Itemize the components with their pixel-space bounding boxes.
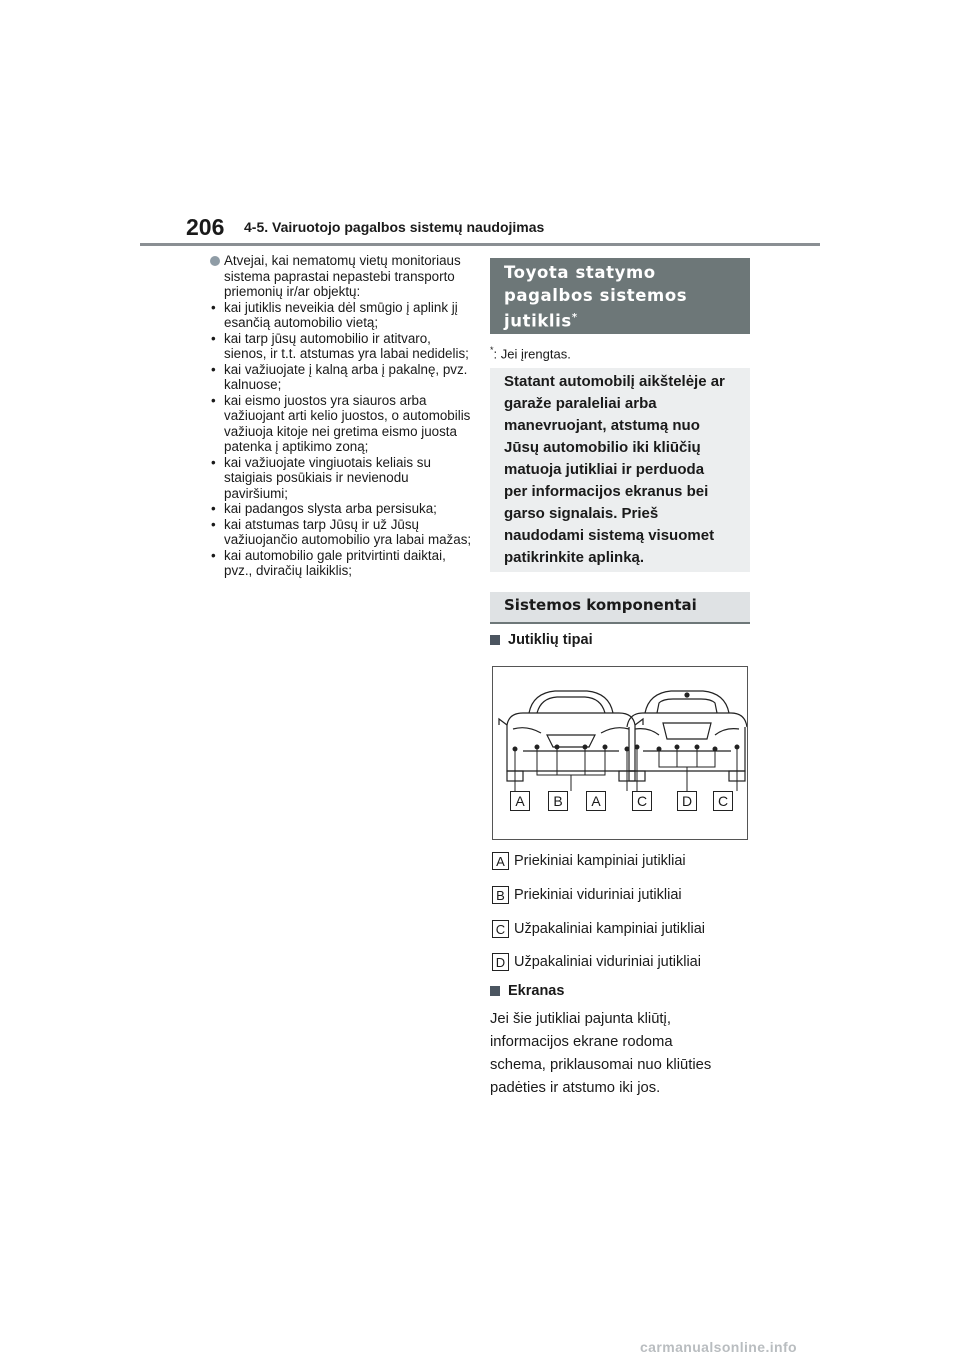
display-line: schema, priklausomai nuo kliūties (490, 1057, 712, 1073)
display-line: informacijos ekrane rodoma (490, 1034, 673, 1050)
intro-line: patikrinkite aplinką. (504, 549, 645, 566)
header-rule (140, 243, 820, 246)
rear-sensor-leaders (635, 745, 739, 791)
square-bullet-icon (490, 635, 500, 645)
display-label: Ekranas (508, 983, 565, 999)
list-item: • kai tarp jūsų automobilio ir atitvaro, sienos, ir t.t. atstumas yra labai nedidelis; (210, 331, 472, 362)
figure-label-c: C (713, 791, 733, 811)
intro-line: manevruojant, atstumą nuo (504, 417, 700, 434)
title-line: Toyota statymo (504, 263, 656, 282)
left-column (210, 253, 472, 579)
legend-text: Priekiniai kampiniai jutikliai (514, 853, 686, 869)
legend-item-a (492, 852, 686, 870)
lead-text: Atvejai, kai nematomų vietų monitoriaus sistema paprastai nepastebi transporto priemonių ir/ar objektų: (224, 253, 461, 299)
components-heading: Sistemos komponentai (490, 592, 750, 624)
intro-line: garso signalais. Prieš (504, 505, 659, 522)
title-line: pagalbos sistemos (504, 285, 688, 305)
legend-key: A (492, 852, 509, 870)
lead-paragraph (210, 253, 472, 300)
list-item: • kai atstumas tarp Jūsų ir už Jūsų važiuojančio automobilio yra labai mažas; (210, 517, 472, 548)
bullet-dot-icon (210, 256, 220, 266)
condition-list (210, 300, 472, 579)
display-line: Jei šie jutikliai pajunta kliūtį, (490, 1011, 671, 1027)
figure-label-c: C (632, 791, 652, 811)
list-item: • kai važiuojate į kalną arba į pakalnę, pvz. kalnuose; (210, 362, 472, 393)
intro-line: matuoja jutikliai ir perduoda (504, 461, 705, 478)
footnote-text: : Jei įrengtas. (493, 346, 571, 362)
legend-key: B (492, 886, 509, 904)
sensor-types-label: Jutiklių tipai (508, 632, 593, 648)
display-paragraph (490, 1008, 750, 1100)
legend-key: D (492, 953, 509, 971)
front-car-drawing (499, 691, 643, 781)
legend-item-b (492, 886, 682, 904)
intro-line: naudodami sistemą visuomet (504, 527, 715, 544)
sensor-types-heading (490, 632, 593, 648)
legend-item-c (492, 920, 705, 938)
list-item: • kai automobilio gale pritvirtinti daiktai, pvz., dviračių laikiklis; (210, 548, 472, 579)
display-line: padėties ir atstumo iki jos. (490, 1080, 661, 1096)
intro-line: Jūsų automobilio iki kliūčių (504, 439, 701, 456)
footnote (490, 345, 571, 361)
figure-label-b: B (548, 791, 568, 811)
legend-text: Užpakaliniai viduriniai jutikliai (514, 954, 701, 970)
front-sensor-leaders (513, 745, 629, 791)
legend-key: C (492, 920, 509, 938)
sensor-figure (492, 666, 748, 840)
footnote-mark: * (490, 345, 494, 355)
car-diagram-svg (493, 667, 747, 839)
list-item: • kai eismo juostos yra siauros arba važiuojant arti kelio juostos, o automobilis važiuoja kitoje nei gretima eismo juosta patenka į aptikimo zoną; (210, 393, 472, 455)
display-heading (490, 983, 564, 999)
list-item: • kai padangos slysta arba persisuka; (210, 501, 472, 517)
list-item: • kai važiuojate vingiuotais keliais su staigiais posūkiais ir nevienodu paviršiumi; (210, 455, 472, 502)
intro-box (490, 368, 750, 572)
figure-label-a: A (510, 791, 530, 811)
figure-label-a: A (586, 791, 606, 811)
intro-line: garaže paraleliai arba (504, 395, 657, 412)
title-line: jutiklis* (504, 311, 578, 331)
legend-text: Priekiniai viduriniai jutikliai (514, 887, 682, 903)
chapter-title-box (490, 258, 750, 334)
square-bullet-icon (490, 986, 500, 996)
list-item: • kai jutiklis neveikia dėl smūgio į aplink jį esančią automobilio vietą; (210, 300, 472, 331)
intro-line: Statant automobilį aikštelėje ar (504, 373, 725, 390)
legend-text: Užpakaliniai kampiniai jutikliai (514, 921, 705, 937)
watermark: carmanualsonline.info (640, 1339, 797, 1355)
intro-line: per informacijos ekranus bei (504, 483, 709, 500)
section-title: 4-5. Vairuotojo pagalbos sistemų naudojimas (244, 219, 545, 235)
legend-item-d (492, 953, 701, 971)
figure-label-d: D (677, 791, 697, 811)
page-number: 206 (186, 214, 225, 240)
title-asterisk: * (571, 312, 578, 323)
